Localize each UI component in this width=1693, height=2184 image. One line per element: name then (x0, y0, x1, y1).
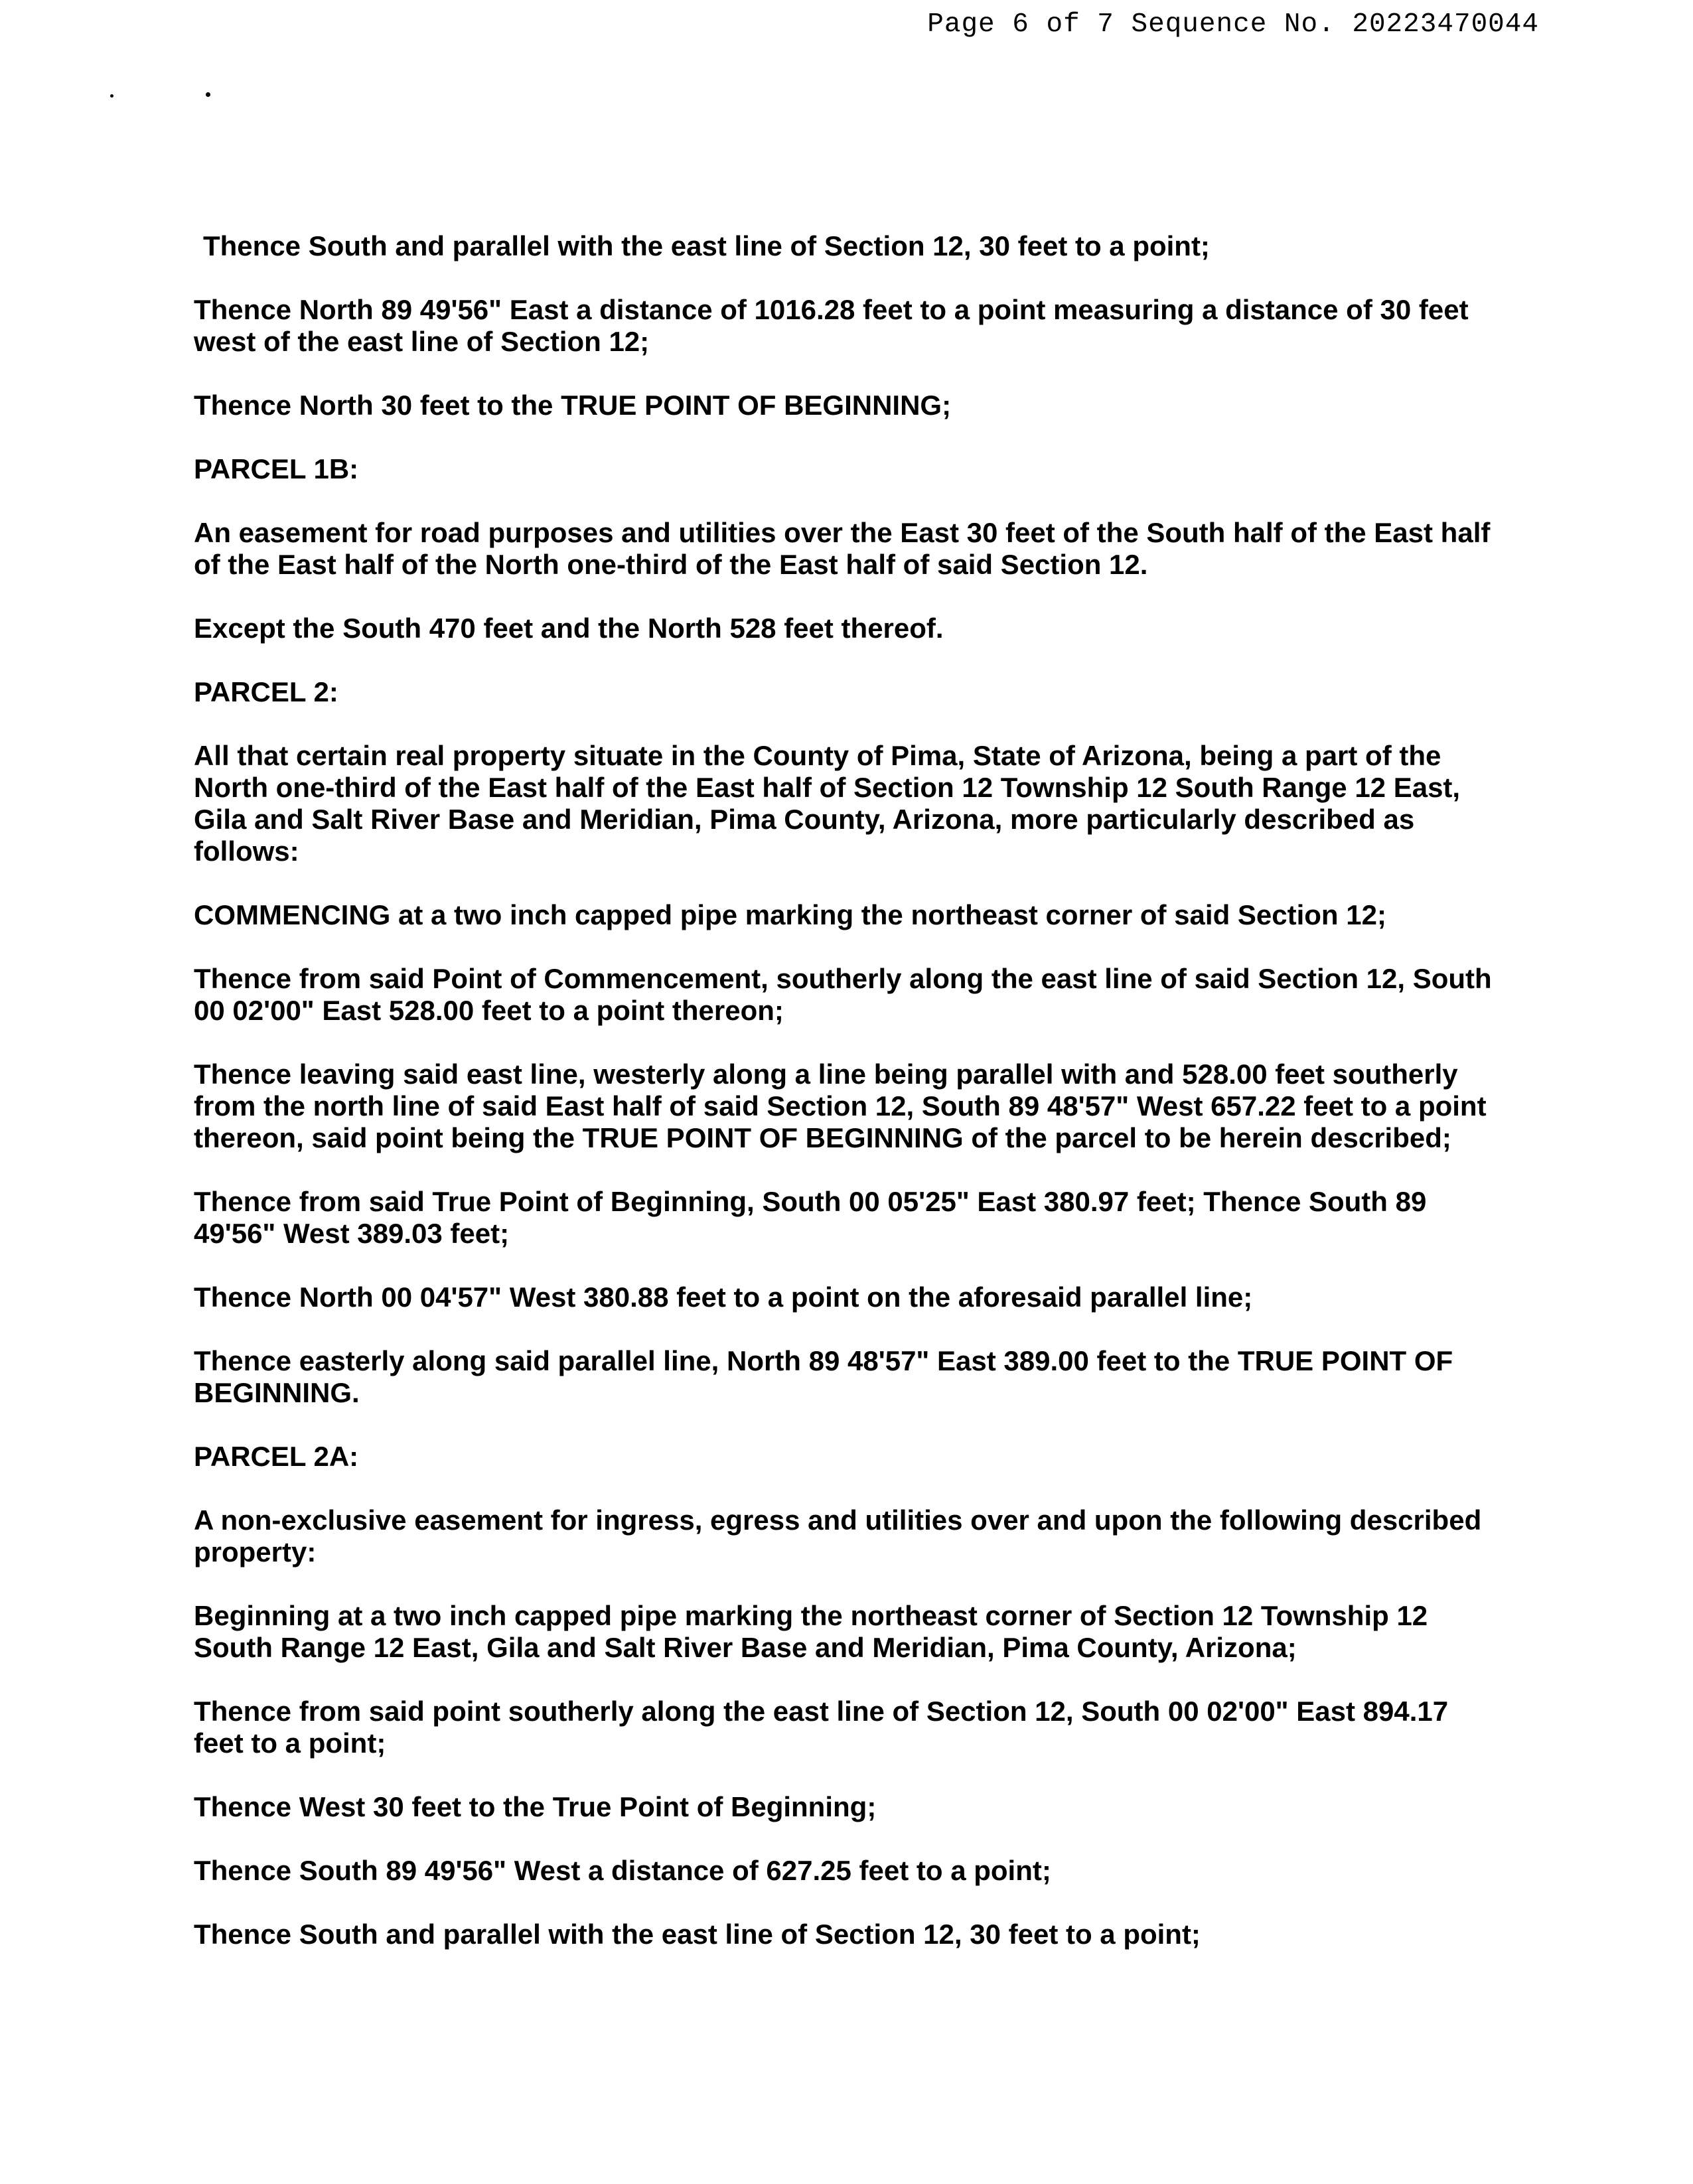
paragraph: Thence North 89 49'56" East a distance of 1016.28 feet to a point measuring a distance of 30 feet west of the east line of Section 12; (194, 294, 1469, 357)
paragraph: Except the South 470 feet and the North 528 feet thereof. (194, 613, 944, 644)
paragraph: An easement for road purposes and utilities over the East 30 feet of the South half of the East half of the East half of the North one-third of the East half of said Section 12. (194, 517, 1491, 580)
paragraph: A non-exclusive easement for ingress, egress and utilities over and upon the following described property: (194, 1504, 1482, 1567)
legal-description (194, 230, 1500, 1982)
paragraph: Thence easterly along said parallel line, North 89 48'57" East 389.00 feet to the TRUE POINT OF BEGINNING. (194, 1345, 1453, 1408)
paragraph: Beginning at a two inch capped pipe marking the northeast corner of Section 12 Township 12 South Range 12 East, Gila and Salt River Base and Meridian, Pima County, Arizona; (194, 1600, 1428, 1663)
section-heading: PARCEL 2: (194, 676, 338, 707)
paragraph: Thence leaving said east line, westerly along a line being parallel with and 528.00 feet southerly from the north line of said East half of said Section 12, South 89 48'57" West 657.22 feet to a point thereon, said point being the TRUE POINT OF BEGINNING of the parcel to be herein described; (194, 1058, 1487, 1153)
paragraph: Thence West 30 feet to the True Point of Beginning; (194, 1791, 877, 1822)
paragraph: Thence from said point southerly along the east line of Section 12, South 00 02'00" East 894.17 feet to a point; (194, 1696, 1449, 1759)
paragraph: Thence from said Point of Commencement, southerly along the east line of said Section 12, South 00 02'00" East 528.00 feet to a point thereon; (194, 963, 1492, 1026)
scan-speck (206, 92, 210, 97)
paragraph: Thence North 00 04'57" West 380.88 feet to a point on the aforesaid parallel line; (194, 1281, 1253, 1313)
scan-speck (110, 94, 113, 98)
page-sequence-header: Page 6 of 7 Sequence No. 20223470044 (927, 9, 1539, 40)
paragraph: Thence North 30 feet to the TRUE POINT OF BEGINNING; (194, 390, 952, 421)
paragraph: Thence South 89 49'56" West a distance of 627.25 feet to a point; (194, 1855, 1051, 1886)
section-heading: PARCEL 1B: (194, 453, 359, 484)
paragraph: COMMENCING at a two inch capped pipe marking the northeast corner of said Section 12; (194, 899, 1386, 930)
paragraph: Thence from said True Point of Beginning, South 00 05'25" East 380.97 feet; Thence South 89 49'56" West 389.03 feet; (194, 1186, 1427, 1249)
paragraph: Thence South and parallel with the east line of Section 12, 30 feet to a point; (203, 230, 1210, 261)
paragraph: Thence South and parallel with the east line of Section 12, 30 feet to a point; (194, 1919, 1201, 1950)
section-heading: PARCEL 2A: (194, 1441, 359, 1472)
paragraph: All that certain real property situate in the County of Pima, State of Arizona, being a part of the North one-third of the East half of the East half of Section 12 Township 12 South Range 12 East, Gila and Salt River Base and Meridian, Pima County, Arizona, more particularly described as follows: (194, 740, 1461, 867)
